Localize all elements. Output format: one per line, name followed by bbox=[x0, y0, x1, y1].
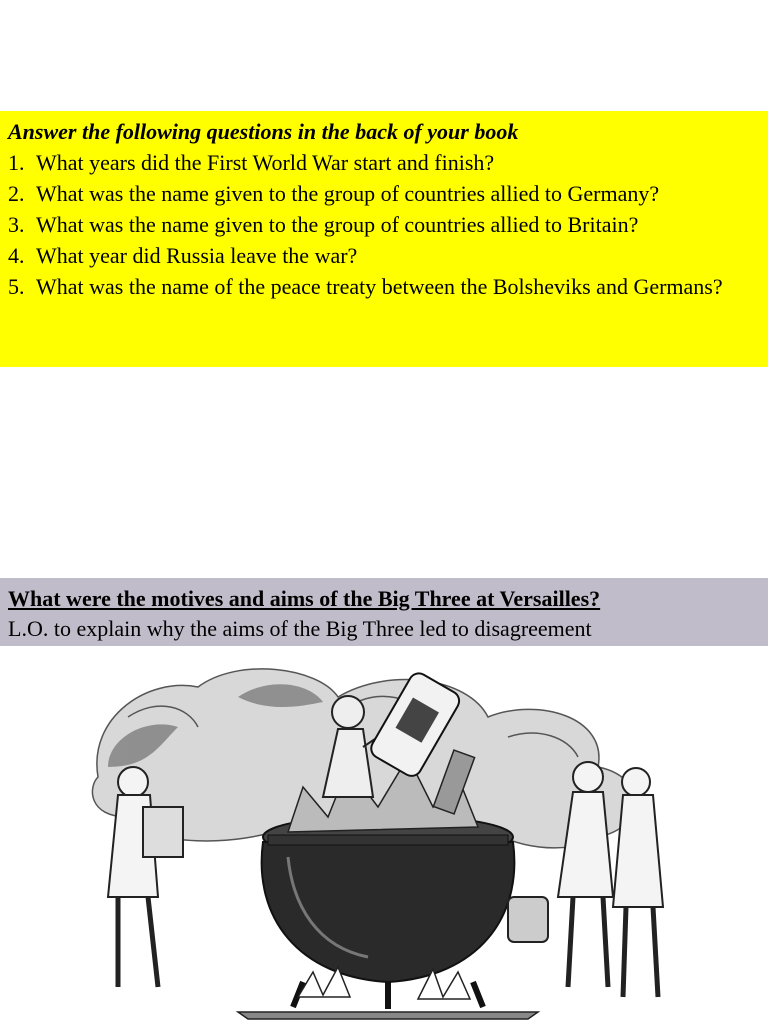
question-item bbox=[8, 271, 768, 302]
question-text: What years did the First World War start and finish? bbox=[36, 150, 495, 175]
question-text: What was the name given to the group of countries allied to Britain? bbox=[36, 212, 639, 237]
questions-heading: Answer the following questions in the back of your book bbox=[8, 119, 519, 144]
political-cartoon-illustration bbox=[88, 657, 688, 1022]
questions-box bbox=[0, 111, 768, 367]
lesson-box bbox=[0, 578, 768, 646]
question-number: 4. bbox=[8, 243, 25, 268]
question-number: 5. bbox=[8, 274, 25, 299]
question-text: What was the name of the peace treaty between the Bolsheviks and Germans? bbox=[36, 274, 723, 299]
question-item bbox=[8, 147, 768, 178]
question-number: 3. bbox=[8, 212, 25, 237]
question-number: 2. bbox=[8, 181, 25, 206]
learning-objective: L.O. to explain why the aims of the Big Three led to disagreement bbox=[8, 616, 592, 641]
cauldron-pot bbox=[262, 815, 515, 1009]
question-item bbox=[8, 178, 768, 209]
question-number: 1. bbox=[8, 150, 25, 175]
question-text: What was the name given to the group of countries allied to Germany? bbox=[36, 181, 660, 206]
questions-list bbox=[8, 147, 768, 302]
question-text: What year did Russia leave the war? bbox=[36, 243, 358, 268]
lesson-title: What were the motives and aims of the Big Three at Versailles? bbox=[8, 586, 601, 611]
question-item bbox=[8, 240, 768, 271]
question-item bbox=[8, 209, 768, 240]
